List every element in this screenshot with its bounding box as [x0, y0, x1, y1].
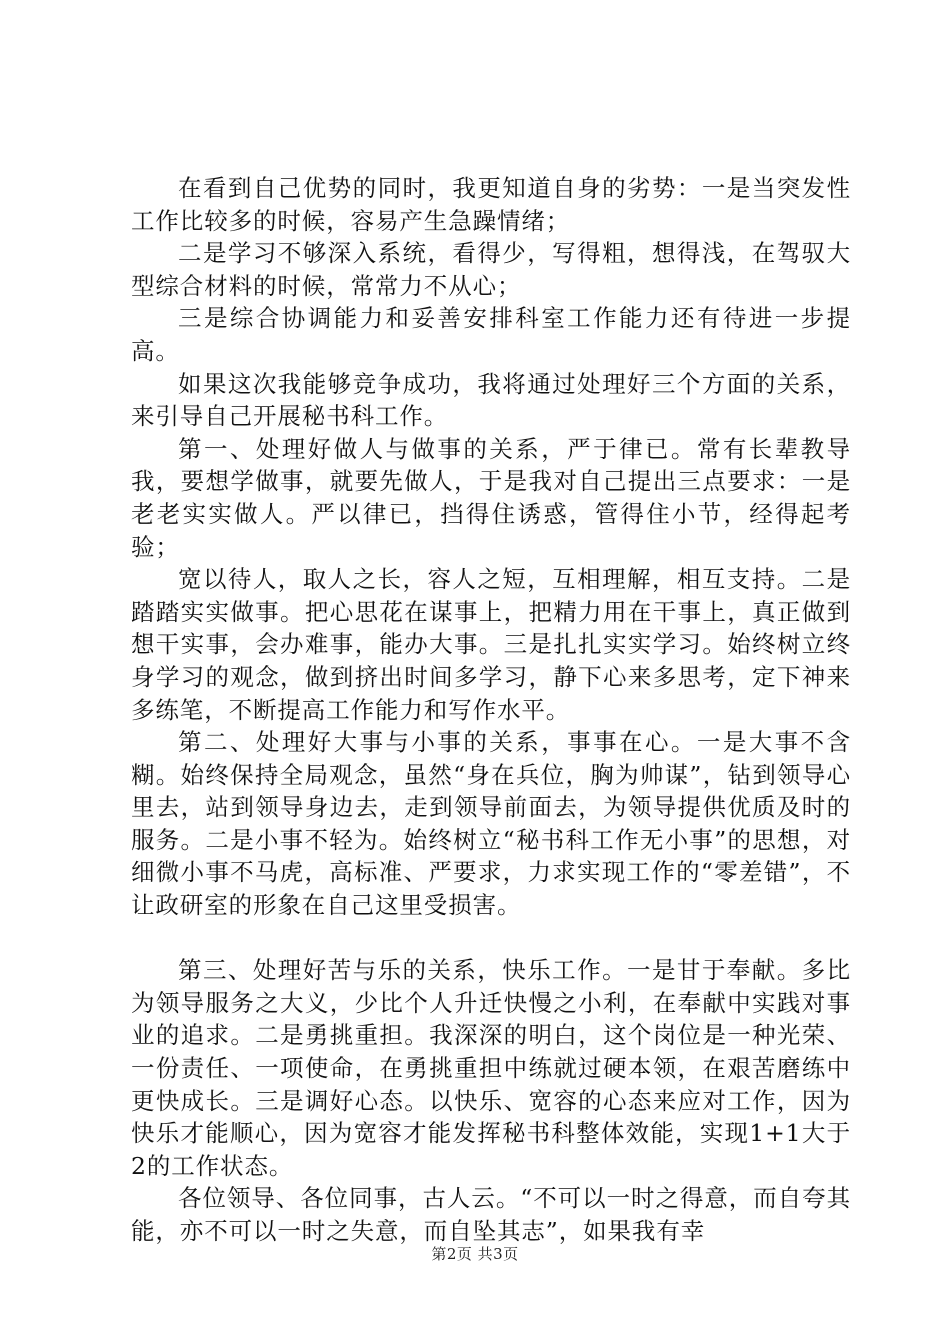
paragraph-closing: 各位领导、各位同事，古人云。“不可以一时之得意，而自夸其能，亦不可以一时之失意，而自坠其志”，如果我有幸: [131, 1184, 851, 1245]
page-footer: 第2页 共3页: [431, 1245, 519, 1263]
paragraph-first-relation-cont: 宽以待人，取人之长，容人之短，互相理解，相互支持。二是踏踏实实做事。把心思花在谋事上，把精力用在干事上，真正做到想干实事，会办难事，能办大事。三是扎扎实实学习。始终树立终身学习的观念，做到挤出时间多学习，静下心来多思考，定下神来多练笔，不断提高工作能力和写作水平。: [131, 565, 851, 724]
paragraph-second-relation: 第二、处理好大事与小事的关系，事事在心。一是大事不含糊。始终保持全局观念，虽然“身在兵位，胸为帅谋”，钻到领导心里去，站到领导身边去，走到领导前面去，为领导提供优质及时的服务。二是小事不轻为。始终树立“秘书科工作无小事”的思想，对细微小事不马虎，高标准、严要求，力求实现工作的“零差错”，不让政研室的形象在自己这里受损害。: [131, 728, 851, 920]
paragraph-weaknesses-intro: 在看到自己优势的同时，我更知道自身的劣势：一是当突发性工作比较多的时候，容易产生急躁情绪；: [131, 174, 851, 235]
paragraph-weakness-coordination: 三是综合协调能力和妥善安排科室工作能力还有待进一步提高。: [131, 304, 851, 365]
document-body: [131, 172, 851, 1248]
paragraph-plan-intro: 如果这次我能够竞争成功，我将通过处理好三个方面的关系，来引导自己开展秘书科工作。: [131, 369, 851, 431]
paragraph-third-relation: 第三、处理好苦与乐的关系，快乐工作。一是甘于奉献。多比为领导服务之大义，少比个人升迁快慢之小利，在奉献中实践对事业的追求。二是勇挑重担。我深深的明白，这个岗位是一种光荣、一份责任、一项使命，在勇挑重担中练就过硬本领，在艰苦磨练中更快成长。三是调好心态。以快乐、宽容的心态来应对工作，因为快乐才能顺心，因为宽容才能发挥秘书科整体效能，实现1+1大于2的工作状态。: [131, 956, 851, 1180]
paragraph-gap: [131, 922, 851, 955]
paragraph-first-relation: 第一、处理好做人与做事的关系，严于律已。常有长辈教导我，要想学做事，就要先做人，于是我对自己提出三点要求：一是老老实实做人。严以律已，挡得住诱惑，管得住小节，经得起考验；: [131, 434, 851, 561]
paragraph-weakness-study: 二是学习不够深入系统，看得少，写得粗，想得浅，在驾驭大型综合材料的时候，常常力不从心；: [131, 239, 851, 300]
